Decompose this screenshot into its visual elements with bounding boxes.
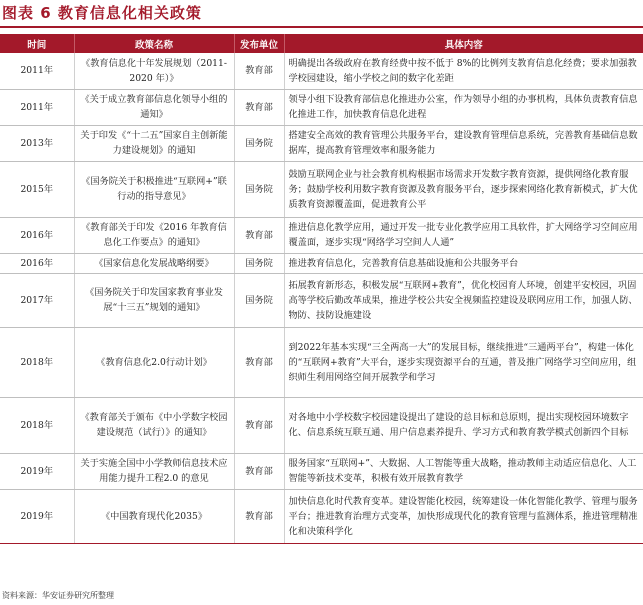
cell-time: 2015年 bbox=[0, 161, 74, 217]
cell-policy: 《教育部关于颁布《中小学数字校园建设规范（试行）》的通知》 bbox=[74, 397, 234, 453]
table-row bbox=[0, 161, 643, 217]
table-row bbox=[0, 327, 643, 397]
cell-time: 2018年 bbox=[0, 397, 74, 453]
cell-content: 加快信息化时代教育变革。建设智能化校园，统筹建设一体化智能化教学、管理与服务平台；推进教育治理方式变革，加快形成现代化的教育管理与监测体系，推进管理精准化和决策科学化 bbox=[284, 489, 643, 543]
cell-time: 2011年 bbox=[0, 53, 74, 89]
table-row bbox=[0, 273, 643, 327]
cell-unit: 国务院 bbox=[234, 273, 284, 327]
cell-policy: 《国务院关于印发国家教育事业发展“十三五”规划的通知》 bbox=[74, 273, 234, 327]
header-time: 时间 bbox=[0, 34, 74, 53]
cell-time: 2017年 bbox=[0, 273, 74, 327]
cell-policy: 《教育信息化2.0行动计划》 bbox=[74, 327, 234, 397]
cell-time: 2016年 bbox=[0, 253, 74, 273]
header-content: 具体内容 bbox=[284, 34, 643, 53]
policy-table bbox=[0, 34, 643, 544]
cell-content: 鼓励互联网企业与社会教育机构根据市场需求开发数字教育资源，提供网络化教育服务；鼓励学校利用数字教育资源及教育服务平台，逐步探索网络化教育新模式，扩大优质教育资源覆盖面，促进教育公平 bbox=[284, 161, 643, 217]
source-note: 资料来源：华安证券研究所整理 bbox=[2, 591, 114, 600]
cell-content: 明确提出各级政府在教育经费中按不低于 8%的比例列支教育信息化经费；要求加强教学校园建设，缩小学校之间的数字化差距 bbox=[284, 53, 643, 89]
table-row bbox=[0, 397, 643, 453]
cell-unit: 教育部 bbox=[234, 453, 284, 489]
cell-content: 服务国家“互联网+”、大数据、人工智能等重大战略，推动教师主动适应信息化、人工智能等新技术变革，积极有效开展教育教学 bbox=[284, 453, 643, 489]
cell-time: 2019年 bbox=[0, 453, 74, 489]
table-row bbox=[0, 53, 643, 89]
cell-content: 对各地中小学校数字校园建设提出了建设的总目标和总原则，提出实现校园环境数字化、信息系统互联互通、用户信息素养提升、学习方式和教育教学模式创新四个目标 bbox=[284, 397, 643, 453]
cell-policy: 《国家信息化发展战略纲要》 bbox=[74, 253, 234, 273]
cell-time: 2016年 bbox=[0, 217, 74, 253]
cell-unit: 教育部 bbox=[234, 489, 284, 543]
table-row bbox=[0, 89, 643, 125]
cell-content: 推进教育信息化，完善教育信息基础设施和公共服务平台 bbox=[284, 253, 643, 273]
cell-time: 2013年 bbox=[0, 125, 74, 161]
page-title: 图表 6 教育信息化相关政策 bbox=[2, 4, 202, 22]
cell-content: 搭建安全高效的教育管理公共服务平台，建设教育管理信息系统，完善教育基础信息数据库，提高教育管理效率和服务能力 bbox=[284, 125, 643, 161]
table-header-row bbox=[0, 34, 643, 53]
cell-time: 2018年 bbox=[0, 327, 74, 397]
header-issuer: 发布单位 bbox=[234, 34, 284, 53]
cell-unit: 教育部 bbox=[234, 217, 284, 253]
title-divider bbox=[0, 26, 643, 28]
cell-policy: 《教育信息化十年发展规划（2011-2020 年）》 bbox=[74, 53, 234, 89]
cell-time: 2019年 bbox=[0, 489, 74, 543]
cell-unit: 国务院 bbox=[234, 253, 284, 273]
table-row bbox=[0, 453, 643, 489]
cell-policy: 关于实施全国中小学教师信息技术应用能力提升工程2.0 的意见 bbox=[74, 453, 234, 489]
cell-content: 领导小组下设教育部信息化推进办公室，作为领导小组的办事机构，具体负责教育信息化推进工作，加快教育信息化进程 bbox=[284, 89, 643, 125]
table-row bbox=[0, 253, 643, 273]
cell-policy: 关于印发《“十二五”国家自主创新能力建设规划》的通知 bbox=[74, 125, 234, 161]
cell-unit: 教育部 bbox=[234, 397, 284, 453]
table-row bbox=[0, 125, 643, 161]
cell-content: 推进信息化教学应用，通过开发一批专业化教学应用工具软件，扩大网络学习空间应用覆盖面，逐步实现“网络学习空间人人通” bbox=[284, 217, 643, 253]
cell-time: 2011年 bbox=[0, 89, 74, 125]
cell-content: 拓展教育新形态，积极发展“互联网+教育”，优化校园育人环境，创建平安校园，巩固高等学校后勤改革成果，推进学校公共安全视频监控建设及联网应用工作，加强人防、物防、技防设施建设 bbox=[284, 273, 643, 327]
cell-unit: 国务院 bbox=[234, 161, 284, 217]
table-row bbox=[0, 489, 643, 543]
cell-policy: 《关于成立教育部信息化领导小组的通知》 bbox=[74, 89, 234, 125]
header-policy-name: 政策名称 bbox=[74, 34, 234, 53]
cell-policy: 《中国教育现代化2035》 bbox=[74, 489, 234, 543]
cell-unit: 教育部 bbox=[234, 89, 284, 125]
table-row bbox=[0, 217, 643, 253]
cell-unit: 国务院 bbox=[234, 125, 284, 161]
cell-unit: 教育部 bbox=[234, 327, 284, 397]
cell-content: 到2022年基本实现“三全两高一大”的发展目标，继续推进“三通两平台”，构建一体化的“互联网+教育”大平台，逐步实现资源平台的互通，普及推广网络学习空间应用，组织师生利用网络空间开展教学和学习 bbox=[284, 327, 643, 397]
cell-policy: 《教育部关于印发《2016 年教育信息化工作要点》的通知》 bbox=[74, 217, 234, 253]
cell-unit: 教育部 bbox=[234, 53, 284, 89]
cell-policy: 《国务院关于积极推进“互联网+”联行动的指导意见》 bbox=[74, 161, 234, 217]
